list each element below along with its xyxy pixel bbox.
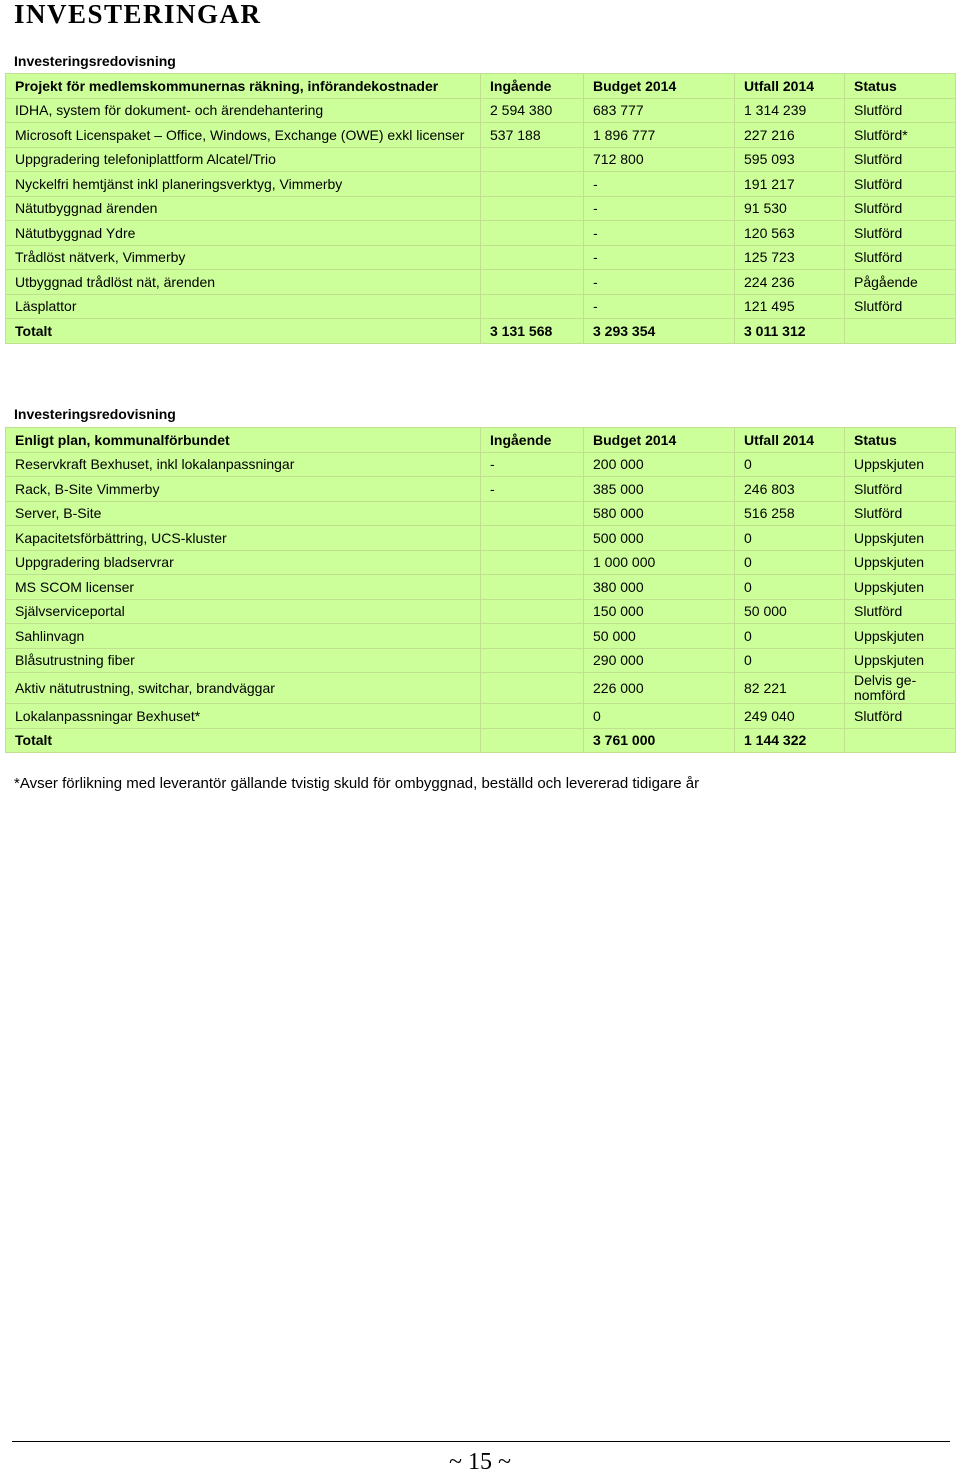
table-cell: Aktiv nätutrustning, switchar, brandväggar bbox=[6, 673, 481, 704]
table-cell: Trådlöst nätverk, Vimmerby bbox=[6, 245, 481, 270]
table-cell: 3 011 312 bbox=[735, 319, 845, 344]
table-row bbox=[6, 526, 956, 551]
investment-table-projects bbox=[5, 73, 956, 344]
footnote: *Avser förlikning med leverantör gällande tvistig skuld för ombyggnad, beställd och levererad tidigare år bbox=[14, 775, 700, 792]
table-cell: Rack, B-Site Vimmerby bbox=[6, 477, 481, 502]
table-row bbox=[6, 477, 956, 502]
table-cell bbox=[481, 526, 584, 551]
table-cell: 246 803 bbox=[735, 477, 845, 502]
table-cell: Enligt plan, kommunalförbundet bbox=[6, 428, 481, 453]
table-cell bbox=[481, 673, 584, 704]
table-header-row bbox=[6, 428, 956, 453]
table-cell: Utfall 2014 bbox=[735, 74, 845, 99]
table-cell: Slutförd bbox=[845, 599, 956, 624]
table-header-row bbox=[6, 74, 956, 99]
table-cell: Server, B-Site bbox=[6, 501, 481, 526]
table-cell: Nätutbyggnad ärenden bbox=[6, 196, 481, 221]
table-cell: Projekt för medlemskommunernas räkning, införandekostnader bbox=[6, 74, 481, 99]
table-cell: Kapacitetsförbättring, UCS-kluster bbox=[6, 526, 481, 551]
table-cell: 2 594 380 bbox=[481, 98, 584, 123]
table-cell: 0 bbox=[735, 550, 845, 575]
table-cell: 150 000 bbox=[584, 599, 735, 624]
table-cell: Status bbox=[845, 428, 956, 453]
table-cell: 537 188 bbox=[481, 123, 584, 148]
table-row bbox=[6, 123, 956, 148]
table-cell: Uppskjuten bbox=[845, 526, 956, 551]
table-cell: Budget 2014 bbox=[584, 428, 735, 453]
table-cell: Status bbox=[845, 74, 956, 99]
table-cell: 91 530 bbox=[735, 196, 845, 221]
table-cell: 580 000 bbox=[584, 501, 735, 526]
table-cell bbox=[481, 270, 584, 295]
table-cell bbox=[481, 501, 584, 526]
table-cell: 50 000 bbox=[735, 599, 845, 624]
table-cell: Slutförd* bbox=[845, 123, 956, 148]
table-row bbox=[6, 172, 956, 197]
table-cell: 120 563 bbox=[735, 221, 845, 246]
table-cell: Uppskjuten bbox=[845, 550, 956, 575]
table-cell: Slutförd bbox=[845, 147, 956, 172]
table-cell: 125 723 bbox=[735, 245, 845, 270]
table-cell: Uppskjuten bbox=[845, 575, 956, 600]
table-cell: - bbox=[584, 221, 735, 246]
table-cell: - bbox=[584, 294, 735, 319]
table-row bbox=[6, 98, 956, 123]
table-cell: Uppgradering bladservrar bbox=[6, 550, 481, 575]
table-cell: Microsoft Licenspaket – Office, Windows, Exchange (OWE) exkl licenser bbox=[6, 123, 481, 148]
page-number: ~ 15 ~ bbox=[449, 1449, 511, 1475]
table-cell: Slutförd bbox=[845, 221, 956, 246]
table-cell bbox=[481, 575, 584, 600]
table-row bbox=[6, 501, 956, 526]
table-cell: - bbox=[584, 172, 735, 197]
table-cell: Uppgradering telefoniplattform Alcatel/Trio bbox=[6, 147, 481, 172]
table-cell: Slutförd bbox=[845, 704, 956, 729]
table-cell: Uppskjuten bbox=[845, 624, 956, 649]
table-cell: 3 131 568 bbox=[481, 319, 584, 344]
table-cell bbox=[481, 648, 584, 673]
table-cell: 516 258 bbox=[735, 501, 845, 526]
table-cell: 385 000 bbox=[584, 477, 735, 502]
investment-table-plan bbox=[5, 427, 956, 753]
table-cell: Blåsutrustning fiber bbox=[6, 648, 481, 673]
table-cell: - bbox=[481, 477, 584, 502]
table-row bbox=[6, 599, 956, 624]
table-cell: IDHA, system för dokument- och ärendehantering bbox=[6, 98, 481, 123]
table-cell: Slutförd bbox=[845, 477, 956, 502]
table-row bbox=[6, 704, 956, 729]
table-cell: Budget 2014 bbox=[584, 74, 735, 99]
table-cell: 0 bbox=[735, 452, 845, 477]
table-row bbox=[6, 673, 956, 704]
table-cell: Lokalanpassningar Bexhuset* bbox=[6, 704, 481, 729]
table-row bbox=[6, 624, 956, 649]
table-cell: Slutförd bbox=[845, 501, 956, 526]
table-cell: 0 bbox=[584, 704, 735, 729]
table-cell bbox=[481, 294, 584, 319]
table-cell: 191 217 bbox=[735, 172, 845, 197]
table-cell: - bbox=[584, 270, 735, 295]
table-cell bbox=[481, 624, 584, 649]
table-cell: 224 236 bbox=[735, 270, 845, 295]
table-cell: Ingående bbox=[481, 428, 584, 453]
table-cell: MS SCOM licenser bbox=[6, 575, 481, 600]
table-row bbox=[6, 196, 956, 221]
table-cell: 0 bbox=[735, 648, 845, 673]
footer-divider bbox=[12, 1441, 950, 1442]
table-row bbox=[6, 452, 956, 477]
table-cell: Totalt bbox=[6, 319, 481, 344]
table-cell bbox=[481, 599, 584, 624]
table-cell: Utbyggnad trådlöst nät, ärenden bbox=[6, 270, 481, 295]
section-title-2: Investeringsredovisning bbox=[14, 406, 176, 422]
table-cell: Sahlinvagn bbox=[6, 624, 481, 649]
table-cell: - bbox=[584, 245, 735, 270]
table-row bbox=[6, 147, 956, 172]
table-cell: 3 293 354 bbox=[584, 319, 735, 344]
table-cell: 1 896 777 bbox=[584, 123, 735, 148]
table-cell: - bbox=[584, 196, 735, 221]
table-cell: Slutförd bbox=[845, 294, 956, 319]
table-row bbox=[6, 648, 956, 673]
table-cell: Ingående bbox=[481, 74, 584, 99]
table-cell: Läsplattor bbox=[6, 294, 481, 319]
table-cell: Uppskjuten bbox=[845, 452, 956, 477]
table-cell: 595 093 bbox=[735, 147, 845, 172]
table-row bbox=[6, 245, 956, 270]
table-cell bbox=[481, 172, 584, 197]
table-cell: 227 216 bbox=[735, 123, 845, 148]
table-cell: - bbox=[481, 452, 584, 477]
table-cell: Pågående bbox=[845, 270, 956, 295]
table-cell: 380 000 bbox=[584, 575, 735, 600]
table-cell bbox=[481, 728, 584, 753]
table-total-row bbox=[6, 319, 956, 344]
table-cell bbox=[481, 221, 584, 246]
table-cell bbox=[481, 704, 584, 729]
table-cell: 0 bbox=[735, 575, 845, 600]
table-cell bbox=[481, 147, 584, 172]
table-cell bbox=[481, 196, 584, 221]
table-cell: 82 221 bbox=[735, 673, 845, 704]
page-heading: INVESTERINGAR bbox=[14, 0, 262, 29]
table-cell: Självserviceportal bbox=[6, 599, 481, 624]
table-cell: Slutförd bbox=[845, 196, 956, 221]
table-cell: 0 bbox=[735, 526, 845, 551]
table-cell: 712 800 bbox=[584, 147, 735, 172]
table-cell: 50 000 bbox=[584, 624, 735, 649]
table-cell: 200 000 bbox=[584, 452, 735, 477]
table-cell: Delvis ge-nomförd bbox=[845, 673, 956, 704]
section-title-1: Investeringsredovisning bbox=[14, 53, 176, 69]
table-cell: 500 000 bbox=[584, 526, 735, 551]
table-row bbox=[6, 294, 956, 319]
table-cell bbox=[845, 319, 956, 344]
table-cell: 3 761 000 bbox=[584, 728, 735, 753]
table-row bbox=[6, 270, 956, 295]
table-cell: 1 314 239 bbox=[735, 98, 845, 123]
table-cell: Slutförd bbox=[845, 98, 956, 123]
table-cell: 249 040 bbox=[735, 704, 845, 729]
table-cell: 290 000 bbox=[584, 648, 735, 673]
table-cell: 1 144 322 bbox=[735, 728, 845, 753]
table-cell: Slutförd bbox=[845, 245, 956, 270]
table-cell: 1 000 000 bbox=[584, 550, 735, 575]
table-total-row bbox=[6, 728, 956, 753]
table-cell: Utfall 2014 bbox=[735, 428, 845, 453]
table-row bbox=[6, 221, 956, 246]
table-cell: 0 bbox=[735, 624, 845, 649]
table-cell bbox=[845, 728, 956, 753]
table-cell: 121 495 bbox=[735, 294, 845, 319]
table-cell bbox=[481, 550, 584, 575]
table-cell: Uppskjuten bbox=[845, 648, 956, 673]
table-cell: Reservkraft Bexhuset, inkl lokalanpassningar bbox=[6, 452, 481, 477]
table-cell bbox=[481, 245, 584, 270]
table-cell: Nätutbyggnad Ydre bbox=[6, 221, 481, 246]
table-cell: 683 777 bbox=[584, 98, 735, 123]
table-cell: 226 000 bbox=[584, 673, 735, 704]
table-cell: Slutförd bbox=[845, 172, 956, 197]
table-cell: Totalt bbox=[6, 728, 481, 753]
table-row bbox=[6, 550, 956, 575]
table-row bbox=[6, 575, 956, 600]
table-cell: Nyckelfri hemtjänst inkl planeringsverktyg, Vimmerby bbox=[6, 172, 481, 197]
